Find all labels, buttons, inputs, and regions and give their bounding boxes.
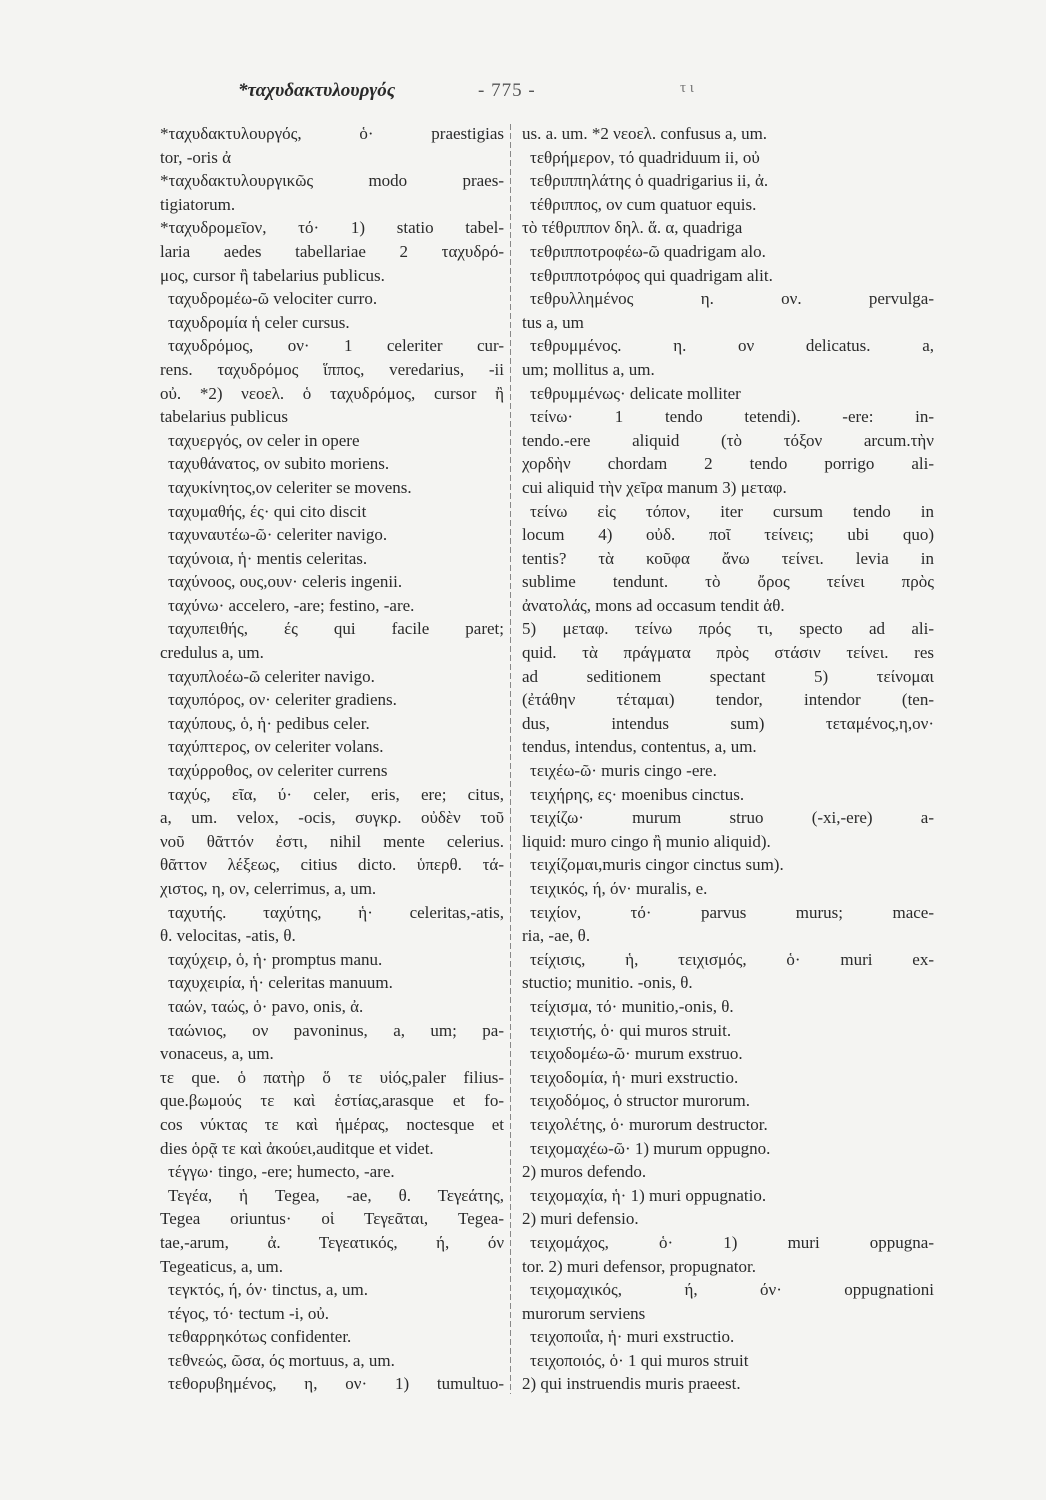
dictionary-line: ταχυπειθής, ές qui facile paret; <box>168 619 504 639</box>
dictionary-line: quid. τὰ πράγματα πρὸς στάσιν τείνει. res <box>522 643 934 663</box>
dictionary-line: 2) qui instruendis muris praeest. <box>522 1374 741 1394</box>
dictionary-line: (ἐτάθην τέταμαι) tendor, intendor (ten- <box>522 690 934 710</box>
dictionary-line: τειχολέτης, ὁ· murorum destructor. <box>530 1114 768 1134</box>
dictionary-line: τειχοδομέω-ῶ· murum exstruo. <box>530 1044 743 1064</box>
dictionary-line: τειχίον, τό· parvus murus; mace- <box>530 902 934 922</box>
dictionary-line: τέθριππος, ον cum quatuor equis. <box>530 194 757 214</box>
dictionary-line: 2) muros defendo. <box>522 1162 647 1182</box>
dictionary-line: τειχομαχέω-ῶ· 1) murum oppugno. <box>530 1138 771 1158</box>
dictionary-line: ταχυχειρία, ἡ· celeritas manuum. <box>168 973 393 993</box>
dictionary-line: τεθρυμμένως· delicate molliter <box>530 383 741 403</box>
dictionary-line: τειχικός, ή, όν· muralis, e. <box>530 879 708 898</box>
dictionary-line: um; mollitus a, um. <box>522 359 655 379</box>
header-mark: τ ι <box>680 80 694 96</box>
dictionary-line: τεθρυμμένος. η. ον delicatus. a, <box>530 336 934 356</box>
dictionary-line: ταχύς, εῖα, ύ· celer, eris, ere; citus, <box>168 784 504 804</box>
dictionary-line: τειχοποιός, ὁ· 1 qui muros struit <box>530 1350 749 1370</box>
dictionary-line: locum 4) οὐδ. ποῖ τείνεις; ubi quo) <box>522 525 934 545</box>
dictionary-line: ad seditionem spectant 5) τείνομαι <box>522 666 934 686</box>
dictionary-line: τείχισμα, τό· munitio,-onis, θ. <box>530 996 734 1016</box>
dictionary-line: ταχύνω· accelero, -are; festino, -are. <box>168 595 415 615</box>
right-column <box>522 122 934 1396</box>
dictionary-line: τεθριππηλάτης ὁ quadrigarius ii, ἀ. <box>530 171 769 191</box>
dictionary-line: τε que. ὁ πατὴρ ὅ τε υἱός,paler filius- <box>160 1067 504 1087</box>
dictionary-line: laria aedes tabellariae 2 ταχυδρό- <box>160 241 504 261</box>
dictionary-line: *ταχυδακτυλουργικῶς modo praes- <box>160 171 504 191</box>
dictionary-line: liquid: muro cingo ἢ munio aliquid). <box>522 831 771 851</box>
dictionary-line: ταχύρροθος, ον celeriter currens <box>168 761 388 781</box>
dictionary-line: τειχοδομία, ἡ· muri exstructio. <box>530 1067 739 1087</box>
guide-word: *ταχυδακτυλουργός <box>238 80 396 101</box>
dictionary-line: *ταχυδακτυλουργός, ὁ· praestigias <box>160 124 504 143</box>
dictionary-line: que.βωμούς τε καὶ ἑστίας,arasque et fo- <box>160 1091 504 1111</box>
dictionary-line: tendo.-ere aliquid (τὸ τόξον arcum.τὴν <box>522 430 934 450</box>
dictionary-line: dies ὁρᾷ τε καὶ ἀκούει,auditque et videt. <box>160 1138 434 1158</box>
dictionary-line: 2) muri defensio. <box>522 1209 639 1229</box>
dictionary-line: tabelarius publicus <box>160 407 288 427</box>
dictionary-line: ταχυεργός, ον celer in opere <box>168 430 360 450</box>
dictionary-line: cos νύκτας τε καὶ ἡμέρας, noctesque et <box>160 1114 504 1134</box>
dictionary-line: ταχύπους, ὁ, ἡ· pedibus celer. <box>168 713 370 733</box>
dictionary-line: νοῦ θᾶττόν ἐστι, nihil mente celerius. <box>160 831 504 851</box>
dictionary-line: τείνω· 1 tendo tetendi). -ere: in- <box>530 407 934 427</box>
dictionary-line: ταώνιος, ον pavoninus, a, um; pa- <box>168 1020 504 1040</box>
dictionary-line: τειχομαχία, ἡ· 1) muri oppugnatio. <box>530 1185 767 1205</box>
dictionary-line: τεθνεώς, ῶσα, ός mortuus, a, um. <box>168 1350 395 1370</box>
dictionary-line: τεθριπποτροφέω-ῶ quadrigam alo. <box>530 241 766 261</box>
dictionary-line: *ταχυδρομεῖον, τό· 1) statio tabel- <box>160 218 504 238</box>
dictionary-line: tae,-arum, ἀ. Τεγεατικός, ή, όν <box>160 1232 504 1252</box>
dictionary-line: sublime tendunt. τὸ ὄρος τείνει πρὸς <box>522 572 934 592</box>
dictionary-line: murorum serviens <box>522 1303 646 1323</box>
dictionary-line: ταχύπτερος, ον celeriter volans. <box>168 737 384 757</box>
dictionary-line: τειχομάχος, ὁ· 1) muri oppugna- <box>530 1232 934 1252</box>
dictionary-line: ταχυδρόμος, ον· 1 celeriter cur- <box>168 336 504 356</box>
dictionary-line: χιστος, η, ον, celerrimus, a, um. <box>160 879 377 898</box>
dictionary-line: vonaceus, a, um. <box>160 1044 274 1064</box>
dictionary-line: τειχομαχικός, ή, όν· oppugnationi <box>530 1280 934 1300</box>
dictionary-line: τειχοποιΐα, ἡ· muri exstructio. <box>530 1327 735 1347</box>
dictionary-line: ἀνατολάς, mons ad occasum tendit ἀθ. <box>522 595 785 615</box>
dictionary-line: ταχυδρομία ἡ celer cursus. <box>168 312 350 332</box>
dictionary-line: credulus a, um. <box>160 643 264 663</box>
dictionary-line: ταχυπόρος, ον· celeriter gradiens. <box>168 690 397 710</box>
dictionary-line: τέγγω· tingo, -ere; humecto, -are. <box>168 1162 395 1182</box>
dictionary-line: cui aliquid τὴν χεῖρα manum 3) μεταφ. <box>522 477 787 497</box>
dictionary-line: τείχισις, ἡ, τειχισμός, ὁ· muri ex- <box>530 949 934 969</box>
dictionary-line: ταχυναυτέω-ῶ· celeriter navigo. <box>168 525 388 545</box>
dictionary-line: tendus, intendus, contentus, a, um. <box>522 737 757 757</box>
dictionary-line: ria, -ae, θ. <box>522 926 591 946</box>
dictionary-line: τειχίζομαι,muris cingor cinctus sum). <box>530 855 784 875</box>
dictionary-line: τεθρυλλημένος η. ον. pervulga- <box>530 289 934 309</box>
dictionary-line: ταχύνοος, ους,ουν· celeris ingenii. <box>168 572 403 592</box>
dictionary-line: Tegea oriuntus· οἱ Τεγεᾶται, Tegea- <box>160 1209 504 1229</box>
dictionary-line: ταχυκίνητος,ον celeriter se movens. <box>168 477 412 497</box>
dictionary-line: τειχιστής, ὁ· qui muros struit. <box>530 1020 732 1040</box>
dictionary-line: τεγκτός, ή, όν· tinctus, a, um. <box>168 1280 368 1300</box>
dictionary-line: τειχίζω· murum struo (-xi,-ere) a- <box>530 808 934 828</box>
dictionary-line: ταχυδρομέω-ῶ velociter curro. <box>168 289 378 309</box>
dictionary-line: us. a. um. *2 νεοελ. confusus a, um. <box>522 124 768 143</box>
page-number: - 775 - <box>478 80 536 101</box>
dictionary-line: ταχυπλοέω-ῶ celeriter navigo. <box>168 666 375 686</box>
column-divider <box>510 124 511 1394</box>
dictionary-line: θ. velocitas, -atis, θ. <box>160 926 296 946</box>
dictionary-line: τειχοδόμος, ὁ structor murorum. <box>530 1091 751 1111</box>
dictionary-line: θᾶττον λέξεως, citius dicto. ὑπερθ. τά- <box>160 855 504 875</box>
dictionary-line: τεθριπποτρόφος qui quadrigam alit. <box>530 265 773 285</box>
dictionary-line: χορδὴν chordam 2 tendo porrigo ali- <box>522 454 934 474</box>
dictionary-line: a, um. velox, -ocis, συγκρ. οὐδὲν τοῦ <box>160 808 504 828</box>
left-column <box>160 122 504 1396</box>
dictionary-line: τειχήρης, ες· moenibus cinctus. <box>530 784 745 804</box>
dictionary-line: tor. 2) muri defensor, propugnator. <box>522 1256 756 1276</box>
dictionary-line: tor, -oris ἀ <box>160 147 232 167</box>
dictionary-line: τεθορυβημένος, η, ον· 1) tumultuo- <box>168 1374 504 1394</box>
dictionary-line: τεθαρρηκότως confidenter. <box>168 1327 352 1347</box>
dictionary-line: τείνω εἰς τόπον, iter cursum tendo in <box>530 501 934 521</box>
dictionary-line: τέγος, τό· tectum -i, οὐ. <box>168 1303 330 1323</box>
dictionary-line: τεθρήμερον, τό quadriduum ii, οὐ <box>530 147 760 167</box>
dictionary-line: τειχέω-ῶ· muris cingo -ere. <box>530 761 717 781</box>
dictionary-line: ταών, ταώς, ὁ· pavo, onis, ἀ. <box>168 996 364 1016</box>
dictionary-line: οὐ. *2) νεοελ. ὁ ταχυδρόμος, cursor ἢ <box>160 383 504 403</box>
dictionary-line: ταχυθάνατος, ον subito moriens. <box>168 454 390 474</box>
dictionary-line: tentis? τὰ κοῦφα ἄνω τείνει. levia in <box>522 548 934 568</box>
dictionary-line: Tegeaticus, a, um. <box>160 1256 283 1276</box>
dictionary-line: ταχυμαθής, ές· qui cito discit <box>168 501 367 521</box>
dictionary-line: μος, cursor ἢ tabelarius publicus. <box>160 265 385 285</box>
dictionary-line: tigiatorum. <box>160 194 236 214</box>
dictionary-line: ταχυτής. ταχύτης, ἡ· celeritas,-atis, <box>168 902 504 922</box>
dictionary-line: Τεγέα, ἡ Tegea, -ae, θ. Τεγεάτης, <box>168 1185 504 1205</box>
dictionary-line: 5) μεταφ. τείνω πρός τι, specto ad ali- <box>522 619 934 639</box>
dictionary-line: ταχύνοια, ἡ· mentis celeritas. <box>168 548 368 568</box>
dictionary-line: stuctio; munitio. -onis, θ. <box>522 973 693 993</box>
dictionary-line: rens. ταχυδρόμος ἵππος, veredarius, -ii <box>160 359 504 379</box>
dictionary-line: tus a, um <box>522 312 584 332</box>
dictionary-line: dus, intendus sum) τεταμένος,η,ον· <box>522 713 934 733</box>
dictionary-line: τὸ τέθριππον δηλ. ἅ. α, quadriga <box>522 218 743 238</box>
dictionary-line: ταχύχειρ, ὁ, ἡ· promptus manu. <box>168 949 383 969</box>
